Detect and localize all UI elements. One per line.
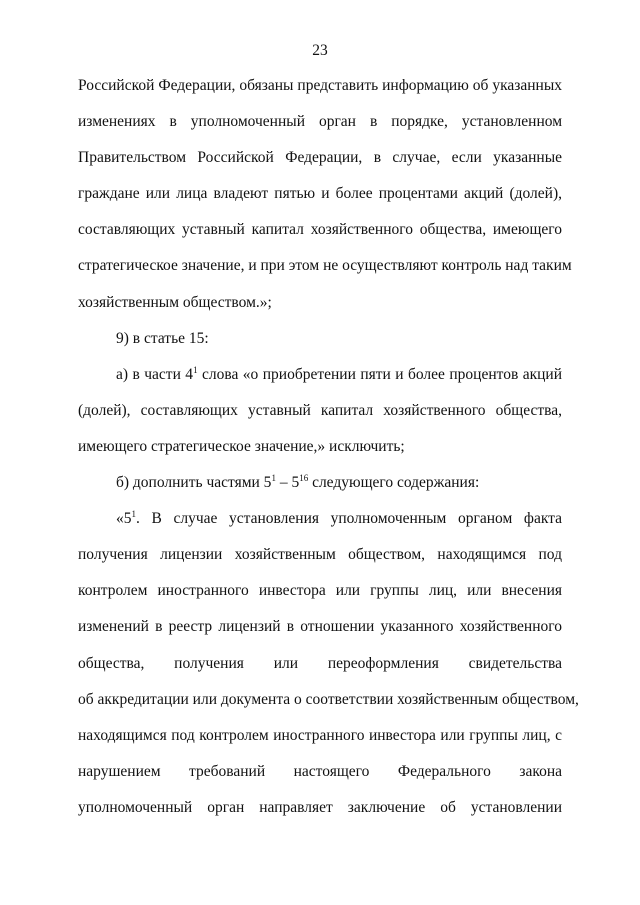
text-line: общества, получения или переоформления свидетельства: [78, 654, 562, 672]
superscript: 1: [193, 364, 198, 375]
text-line: изменениях в уполномоченный орган в порядке, установленном: [78, 113, 562, 131]
superscript: 16: [299, 473, 309, 484]
text-fragment: следующего содержания:: [308, 474, 480, 492]
text-line: Правительством Российской Федерации, в случае, если указанные: [78, 149, 562, 167]
text-fragment: а) в части 4: [116, 365, 194, 383]
paragraph-item-a: [78, 357, 562, 393]
superscript: 1: [271, 473, 276, 484]
text-line: хозяйственным обществом.»;: [78, 293, 272, 311]
text-line: уполномоченный орган направляет заключение об установлении: [78, 798, 562, 816]
paragraph-item-b: [78, 465, 562, 501]
text-fragment: – 5: [275, 474, 300, 492]
document-body: [78, 68, 579, 826]
text-fragment: . В случае установления уполномоченным органом факта: [136, 510, 562, 528]
text-line: получения лицензии хозяйственным обществом, находящимся под: [78, 546, 562, 564]
paragraph-part-5-1: [78, 501, 562, 537]
text-fragment: слова «о приобретении пяти и более процентов акций: [197, 365, 562, 383]
text-line: стратегическое значение, и при этом не осуществляют контроль над таким: [78, 257, 572, 275]
text-line: имеющего стратегическое значение,» исключить;: [78, 437, 405, 455]
text-line: нарушением требований настоящего Федерального закона: [78, 762, 562, 780]
text-line: об аккредитации или документа о соответствии хозяйственным обществом,: [78, 690, 579, 708]
paragraph-article-15: 9) в статье 15:: [116, 329, 209, 347]
text-fragment: «5: [116, 510, 132, 528]
text-line: граждане или лица владеют пятью и более процентами акций (долей),: [78, 185, 562, 203]
text-line: (долей), составляющих уставный капитал хозяйственного общества,: [78, 401, 562, 419]
text-line: составляющих уставный капитал хозяйственного общества, имеющего: [78, 221, 562, 239]
text-line: находящимся под контролем иностранного инвестора или группы лиц, с: [78, 726, 562, 744]
text-line: изменений в реестр лицензий в отношении указанного хозяйственного: [78, 618, 562, 636]
text-line: Российской Федерации, обязаны представить информацию об указанных: [78, 77, 562, 94]
page-number: 23: [312, 42, 328, 59]
text-line: контролем иностранного инвестора или группы лиц, или внесения: [78, 582, 562, 600]
superscript: 1: [131, 509, 136, 520]
text-fragment: б) дополнить частями 5: [116, 474, 272, 492]
